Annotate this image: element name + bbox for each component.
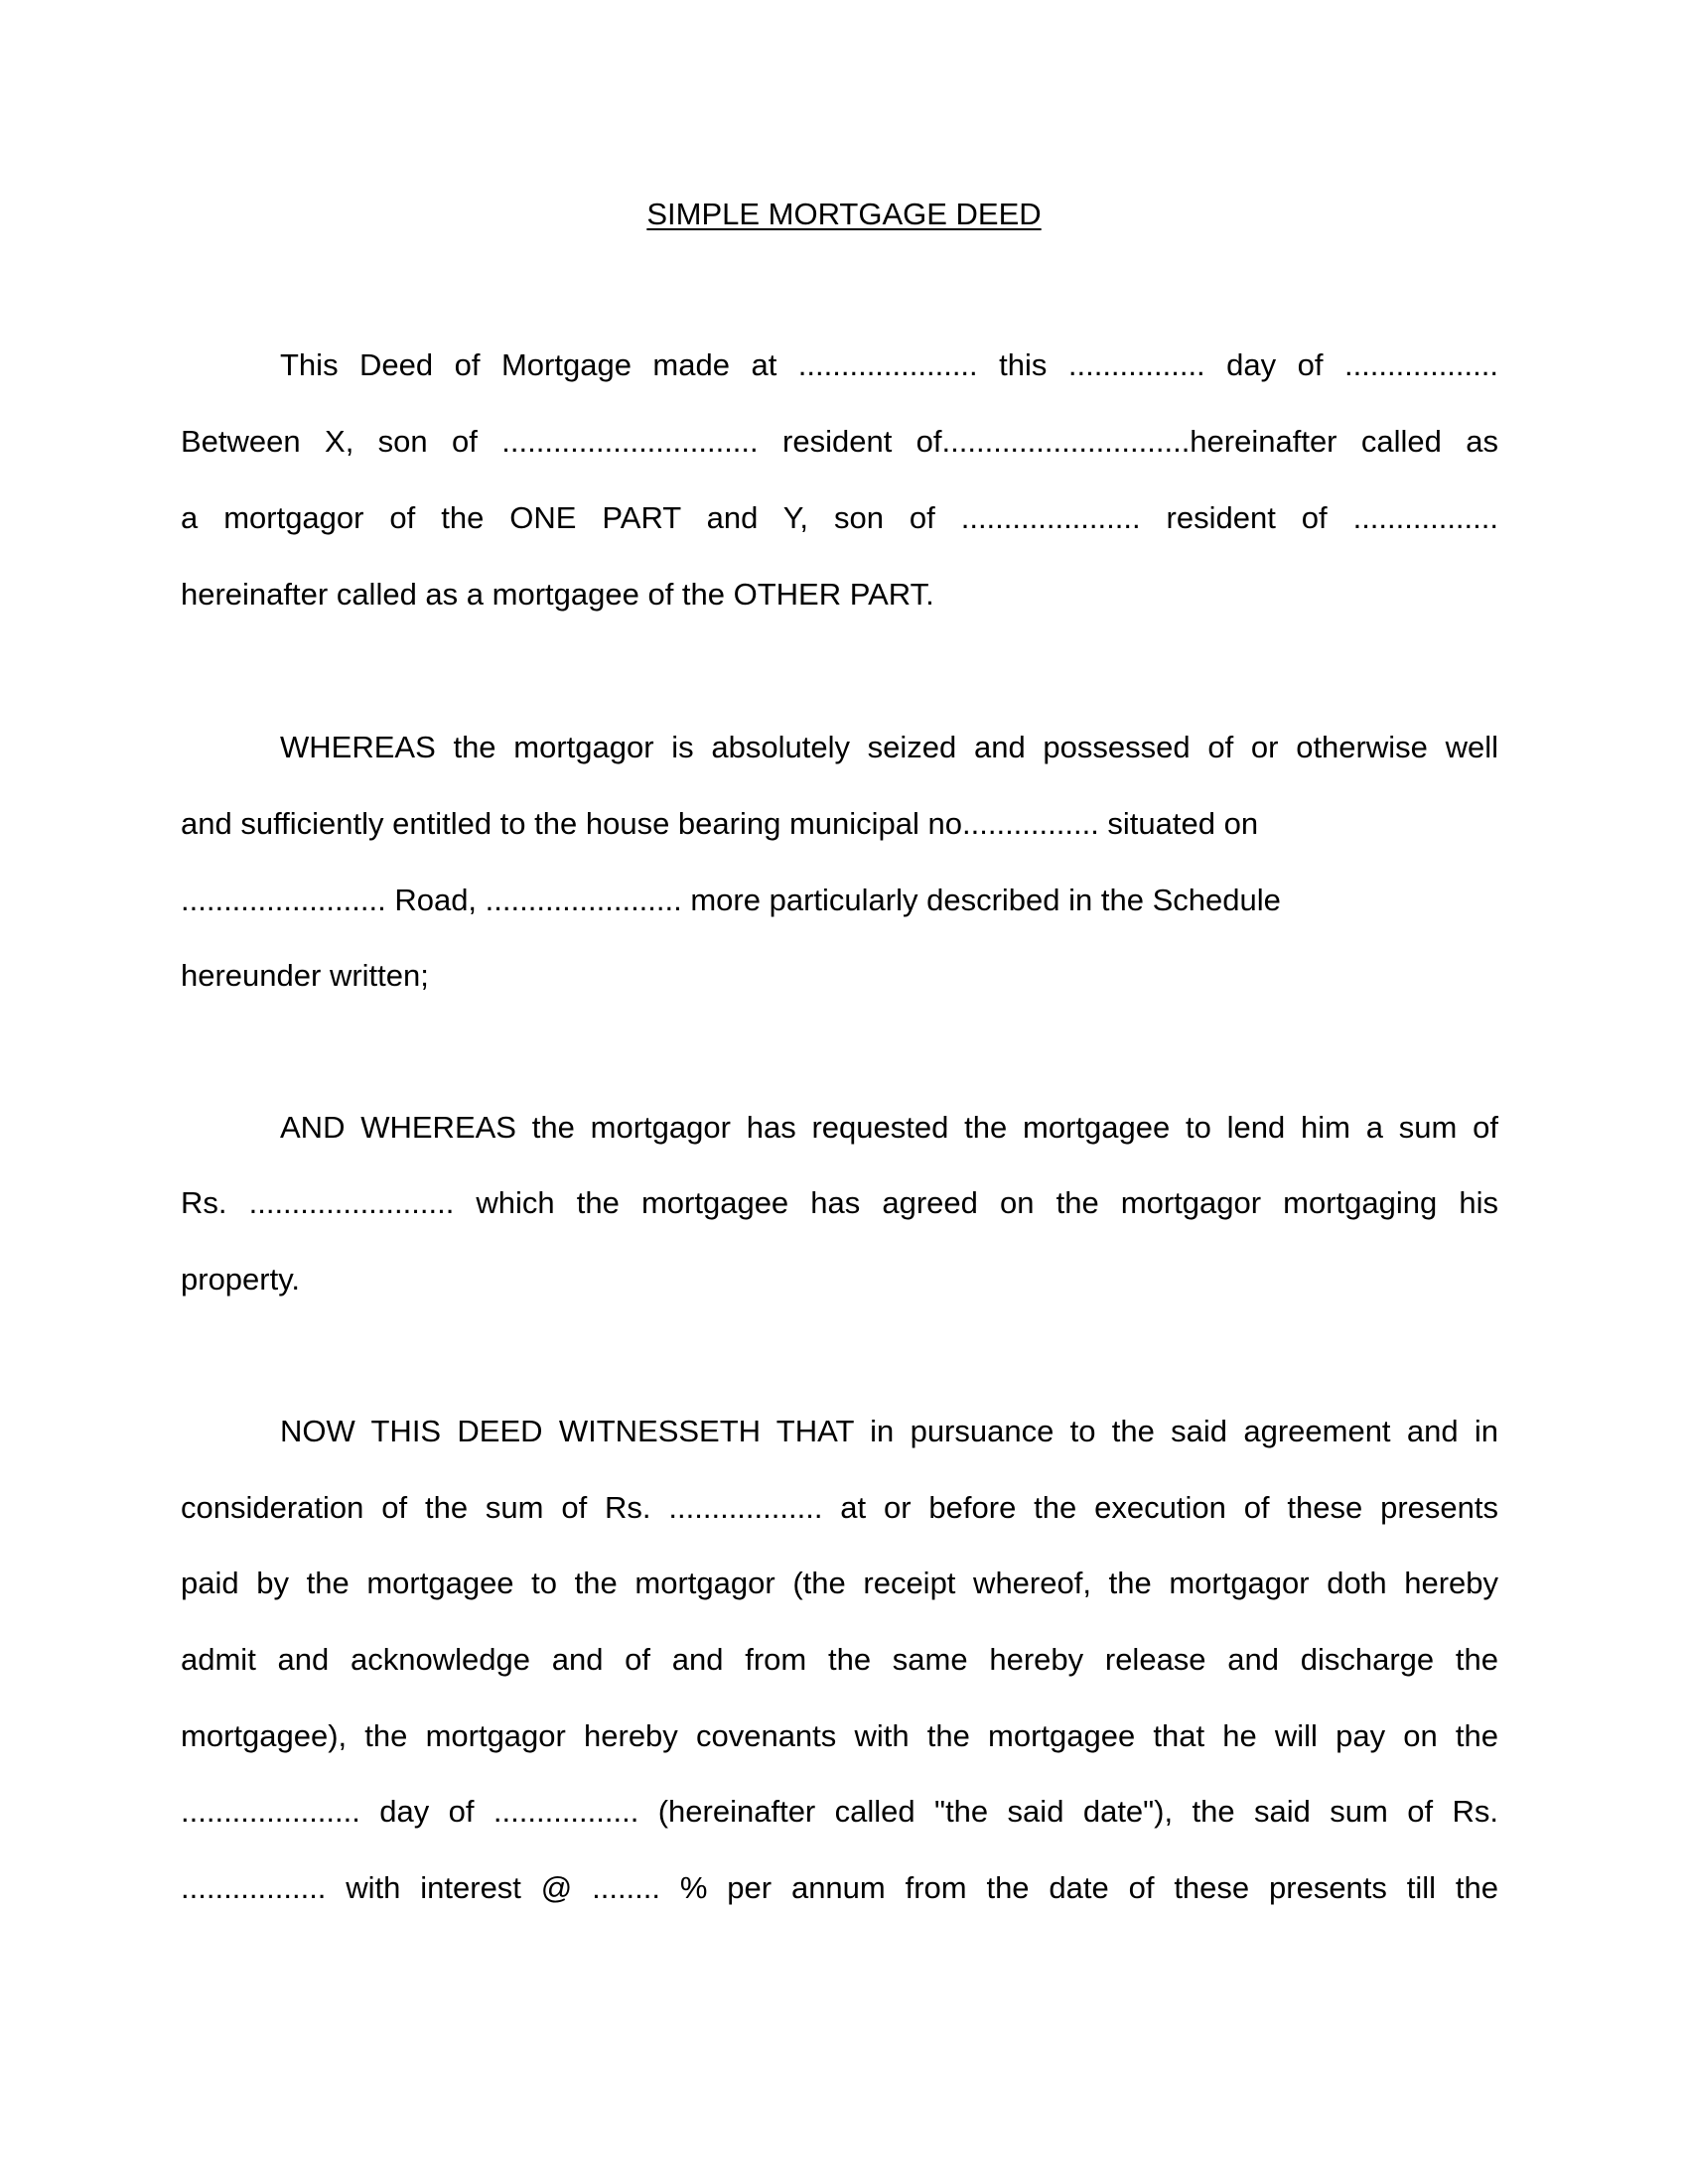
paragraph-4-line-6: ..................... day of ................. (hereinafter called "the said date"), the said sum of Rs. — [181, 1794, 1498, 1829]
paragraph-3-line-3: property. — [181, 1262, 301, 1297]
paragraph-1-line-2: Between X, son of .............................. resident of.............................hereinafter called as — [181, 424, 1498, 459]
paragraph-2-line-4: hereunder written; — [181, 958, 429, 993]
paragraph-2-line-3: ........................ Road, ....................... more particularly described in the Schedule — [181, 883, 1281, 917]
paragraph-4-line-2: consideration of the sum of Rs. .................. at or before the execution of these presents — [181, 1490, 1498, 1525]
paragraph-4-line-5: mortgagee), the mortgagor hereby covenants with the mortgagee that he will pay on the — [181, 1718, 1498, 1753]
paragraph-1-line-1: This Deed of Mortgage made at ..................... this ................ day of .................. — [280, 347, 1498, 382]
paragraph-2-line-2: and sufficiently entitled to the house bearing municipal no................ situated on — [181, 806, 1259, 841]
document-title — [0, 195, 1688, 234]
paragraph-4-line-3: paid by the mortgagee to the mortgagor (the receipt whereof, the mortgagor doth hereby — [181, 1566, 1498, 1600]
paragraph-4-line-4: admit and acknowledge and of and from the same hereby release and discharge the — [181, 1642, 1498, 1677]
paragraph-3-line-2: Rs. ........................ which the mortgagee has agreed on the mortgagor mortgaging his — [181, 1185, 1498, 1220]
paragraph-2-line-1: WHEREAS the mortgagor is absolutely seized and possessed of or otherwise well — [280, 730, 1498, 764]
paragraph-1-line-3: a mortgagor of the ONE PART and Y, son of ..................... resident of ................. — [181, 500, 1498, 535]
paragraph-4-line-7: ................. with interest @ ........ % per annum from the date of these presents till the — [181, 1870, 1498, 1905]
document-title-text: SIMPLE MORTGAGE DEED — [646, 197, 1042, 231]
paragraph-3-line-1: AND WHEREAS the mortgagor has requested the mortgagee to lend him a sum of — [280, 1110, 1498, 1145]
paragraph-1-line-4: hereinafter called as a mortgagee of the OTHER PART. — [181, 577, 934, 612]
paragraph-4-line-1: NOW THIS DEED WITNESSETH THAT in pursuance to the said agreement and in — [280, 1414, 1498, 1448]
